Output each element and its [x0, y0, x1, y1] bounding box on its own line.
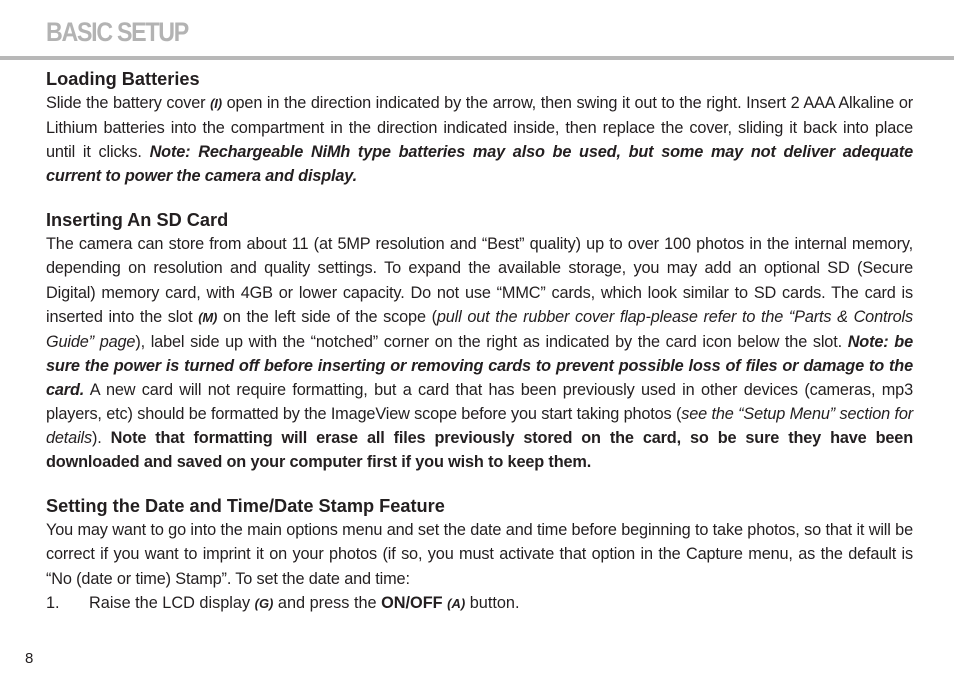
list-text: [89, 591, 520, 616]
section-loading-batteries: [46, 67, 913, 188]
page-number: 8: [25, 650, 34, 667]
section-heading: Inserting An SD Card: [46, 210, 229, 231]
text: The camera can store from about 11 (at 5MP resolution and “Best” quality) up to over 100 photos in the internal memory, depending on resolution and quality settings. To expand the available storage, you may add an optional SD (Secure Digital) memory card, with 4GB or lower capacity. Do not use “MMC” cards, which look similar to SD cards. The card is inserted into the slot: [46, 235, 913, 326]
section-paragraph: [46, 232, 913, 474]
section-heading: Loading Batteries: [46, 69, 200, 89]
text: ).: [92, 429, 111, 448]
note-text: Note: Rechargeable NiMh type batteries may also be used, but some may not deliver adequate current to power the camera and display.: [46, 143, 913, 186]
text: Slide the battery cover: [46, 94, 211, 112]
section-paragraph: You may want to go into the main options menu and set the date and time before beginning to take photos, so that it will be correct if you want to imprint it on your photos (if so, you must activate that option in the Capture menu, as the default is “No (date or time) Stamp”. To set the date and time:: [46, 521, 913, 588]
part-ref: (I): [210, 96, 222, 111]
italic-text: pull out the rubber cover flap-please refer to the “Parts & Controls Guide” page: [46, 307, 914, 351]
text: ), label side up with the “notched” corner on the right as indicated by the card icon below the slot.: [135, 332, 848, 351]
text: button.: [465, 593, 520, 612]
bold-note: Note that formatting will erase all files previously stored on the card, so be sure they have been downloaded and saved on your computer first if you wish to keep them.: [46, 429, 913, 472]
text: A new card will not require formatting, but a card that has been previously used in other devices (cameras, mp3 players, etc) should be formatted by the ImageView scope before you start taking photos (: [46, 380, 913, 424]
text: on the left side of the scope (: [217, 307, 437, 326]
part-ref: (A): [447, 595, 466, 611]
list-item: [46, 591, 913, 616]
note-text: Note: be sure the power is turned off before inserting or removing cards to prevent possible loss of files or damage to the card.: [46, 332, 913, 399]
part-ref: (M): [198, 309, 218, 325]
part-ref: (G): [254, 595, 274, 611]
section-paragraph: [46, 91, 913, 188]
header-divider: [0, 56, 954, 60]
page-title: BASIC SETUP: [46, 17, 188, 47]
section-heading: Setting the Date and Time/Date Stamp Feature: [46, 496, 445, 517]
text: open in the direction indicated by the arrow, then swing it out to the right. Insert 2 AAA Alkaline or Lithium batteries into the compartment in the direction indicated inside, then replace the cover, sliding it back into place until it clicks.: [46, 94, 913, 162]
button-name: ON/OFF: [381, 593, 443, 612]
list-number: 1.: [46, 593, 60, 612]
text: Raise the LCD display: [89, 593, 255, 612]
text: and press the: [273, 593, 382, 612]
italic-text: see the “Setup Menu” section for details: [46, 405, 914, 448]
section-inserting-sd-card: [46, 208, 913, 474]
content: [46, 67, 913, 616]
section-date-time: [46, 494, 913, 615]
